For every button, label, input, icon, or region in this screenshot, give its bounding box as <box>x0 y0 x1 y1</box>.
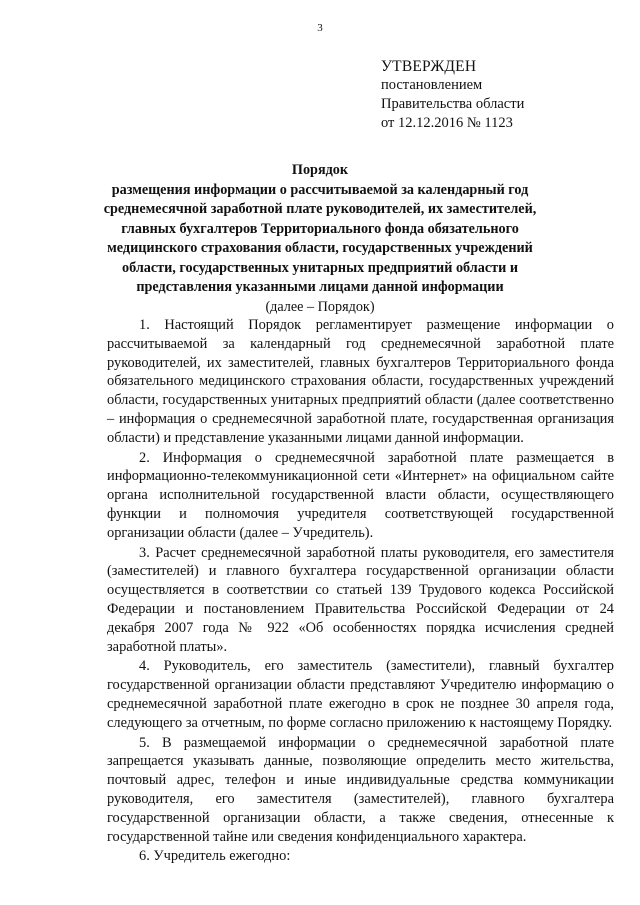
page-number: 3 <box>317 22 323 34</box>
approval-heading: УТВЕРЖДЕН <box>381 58 477 75</box>
paragraph-5: 5. В размещаемой информации о среднемесячной заработной плате запрещается указывать данные, позволяющие определить место жительства, почтовый адрес, телефон и иные индивидуальные средства коммуникации руководителя, его заместителя (заместителей), главного бухгалтера государственной организации области, а также сведения, отнесенные к государственной тайне или сведения конфиденциального характера. <box>107 734 614 845</box>
approval-line-date: от 12.12.2016 № 1123 <box>381 115 513 131</box>
title-text: размещения информации о рассчитываемой за календарный год среднемесячной заработной плате руководителей, их заместителей, главных бухгалтеров Территориального фонда обязательного медицинского страхования области, государственных учреждений области, государственных унитарных предприятий области и представления указанными лицами данной информации <box>103 181 537 295</box>
document-body <box>107 316 614 867</box>
title-heading: Порядок <box>291 162 349 178</box>
approval-stamp-block <box>381 57 524 133</box>
paragraph-2: 2. Информация о среднемесячной заработной плате размещается в информационно-телекоммуникационной сети «Интернет» на официальном сайте органа исполнительной государственной власти области, осуществляющего функции и полномочия учредителя соответствующей государственной организации области (далее – Учредитель). <box>107 449 614 541</box>
paragraph-6: 6. Учредитель ежегодно: <box>139 848 291 865</box>
paragraph-3: 3. Расчет среднемесячной заработной платы руководителя, его заместителя (заместителей) и главного бухгалтера государственной организации области осуществляется в соответствии со статьей 139 Трудового кодекса Российской Федерации и постановлением Правительства Российской Федерации от 24 декабря 2007 года № 922 «Об особенностях порядка исчисления средней заработной платы». <box>107 544 614 655</box>
paragraph-4: 4. Руководитель, его заместитель (заместители), главный бухгалтер государственной организации области представляют Учредителю информацию о среднемесячной заработной плате ежегодно в срок не позднее 30 апреля года, следующего за отчетным, по форме согласно приложению к настоящему Порядку. <box>107 658 614 731</box>
paragraph-1: 1. Настоящий Порядок регламентирует размещение информации о рассчитываемой за календарный год среднемесячной заработной плате руководителей, их заместителей, главных бухгалтеров Территориального фонда обязательного медицинского страхования области, государственных учреждений области, государственных унитарных предприятий области (далее соответственно – информация о среднемесячной заработной плате, государственная организация области) и представление указанными лицами данной информации. <box>107 317 614 446</box>
title-subtitle: (далее – Порядок) <box>265 298 375 315</box>
approval-line-government: Правительства области <box>381 96 525 112</box>
document-title <box>100 161 540 317</box>
approval-line-decree: постановлением <box>381 77 483 93</box>
